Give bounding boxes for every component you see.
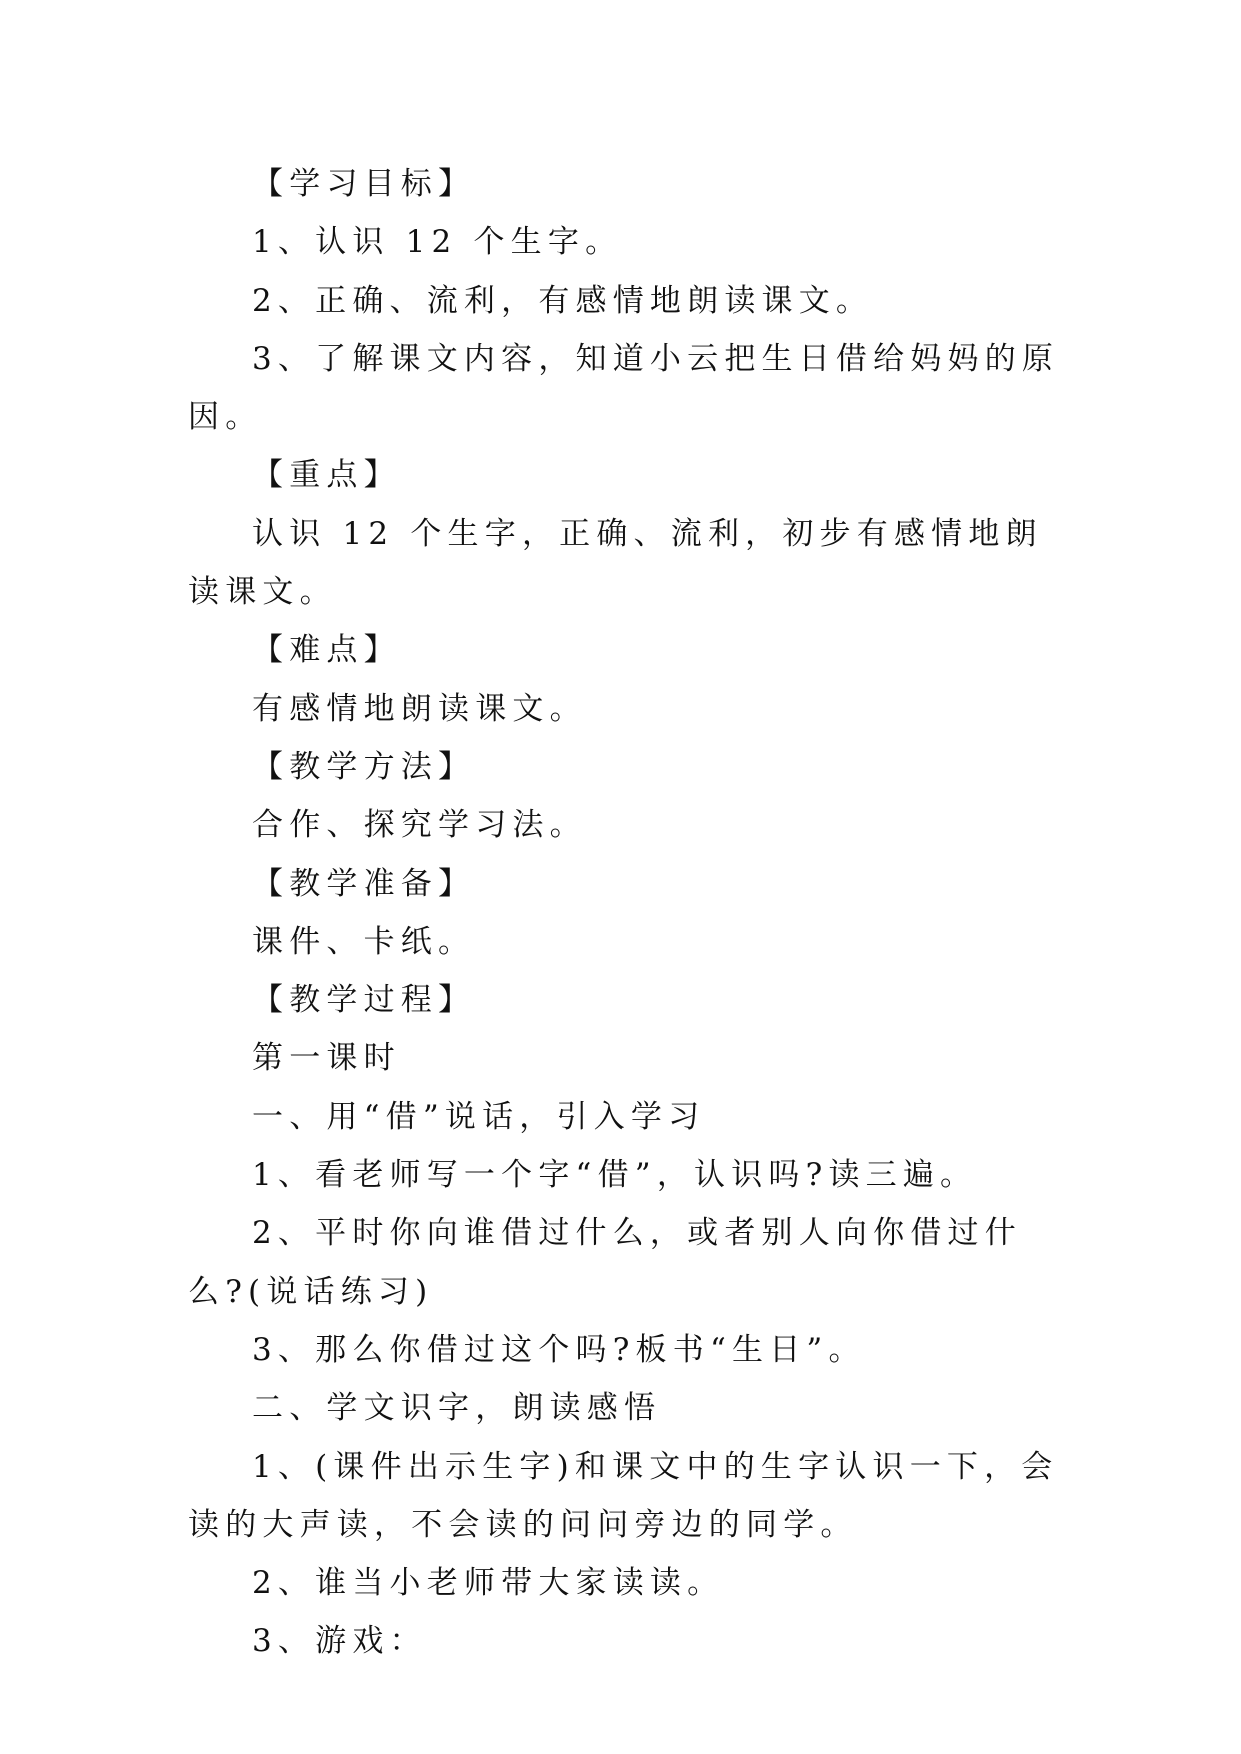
- difficulties-text: 有感情地朗读课文。: [252, 690, 587, 727]
- section-two-item-2: 2、谁当小老师带大家读读。: [252, 1565, 725, 1602]
- teaching-preparation-text: 课件、卡纸。: [252, 923, 476, 960]
- section-two-title: 二、学文识字，朗读感悟: [252, 1390, 662, 1427]
- heading-teaching-preparation: 【教学准备】: [252, 865, 476, 902]
- section-one-title: 一、用“借”说话，引入学习: [252, 1098, 706, 1135]
- document-body: [188, 155, 1068, 1671]
- heading-teaching-method: 【教学方法】: [252, 748, 476, 785]
- teaching-method-text: 合作、探究学习法。: [252, 807, 587, 844]
- key-points-text: 认识 12 个生字，正确、流利，初步有感情地朗读课文。: [188, 515, 1043, 611]
- lesson-title: 第一课时: [252, 1040, 401, 1077]
- objective-item-1: 1、认识 12 个生字。: [252, 224, 623, 261]
- objective-item-3: 3、了解课文内容，知道小云把生日借给妈妈的原因。: [188, 340, 1060, 436]
- heading-key-points: 【重点】: [252, 457, 401, 494]
- heading-learning-objectives: 【学习目标】: [252, 166, 476, 202]
- objective-item-2: 2、正确、流利，有感情地朗读课文。: [252, 282, 874, 319]
- section-two-item-1: 1、(课件出示生字)和课文中的生字认识一下，会读的大声读，不会读的问问旁边的同学。: [188, 1448, 1059, 1543]
- heading-difficulties: 【难点】: [252, 632, 401, 669]
- section-one-item-1: 1、看老师写一个字“借”，认识吗?读三遍。: [252, 1157, 978, 1194]
- section-two-item-3: 3、游戏：: [252, 1623, 427, 1660]
- heading-teaching-process: 【教学过程】: [252, 982, 476, 1019]
- section-one-item-2: 2、平时你向谁借过什么，或者别人向你借过什么?(说话练习): [188, 1215, 1022, 1310]
- section-one-item-3: 3、那么你借过这个吗?板书“生日”。: [252, 1331, 866, 1368]
